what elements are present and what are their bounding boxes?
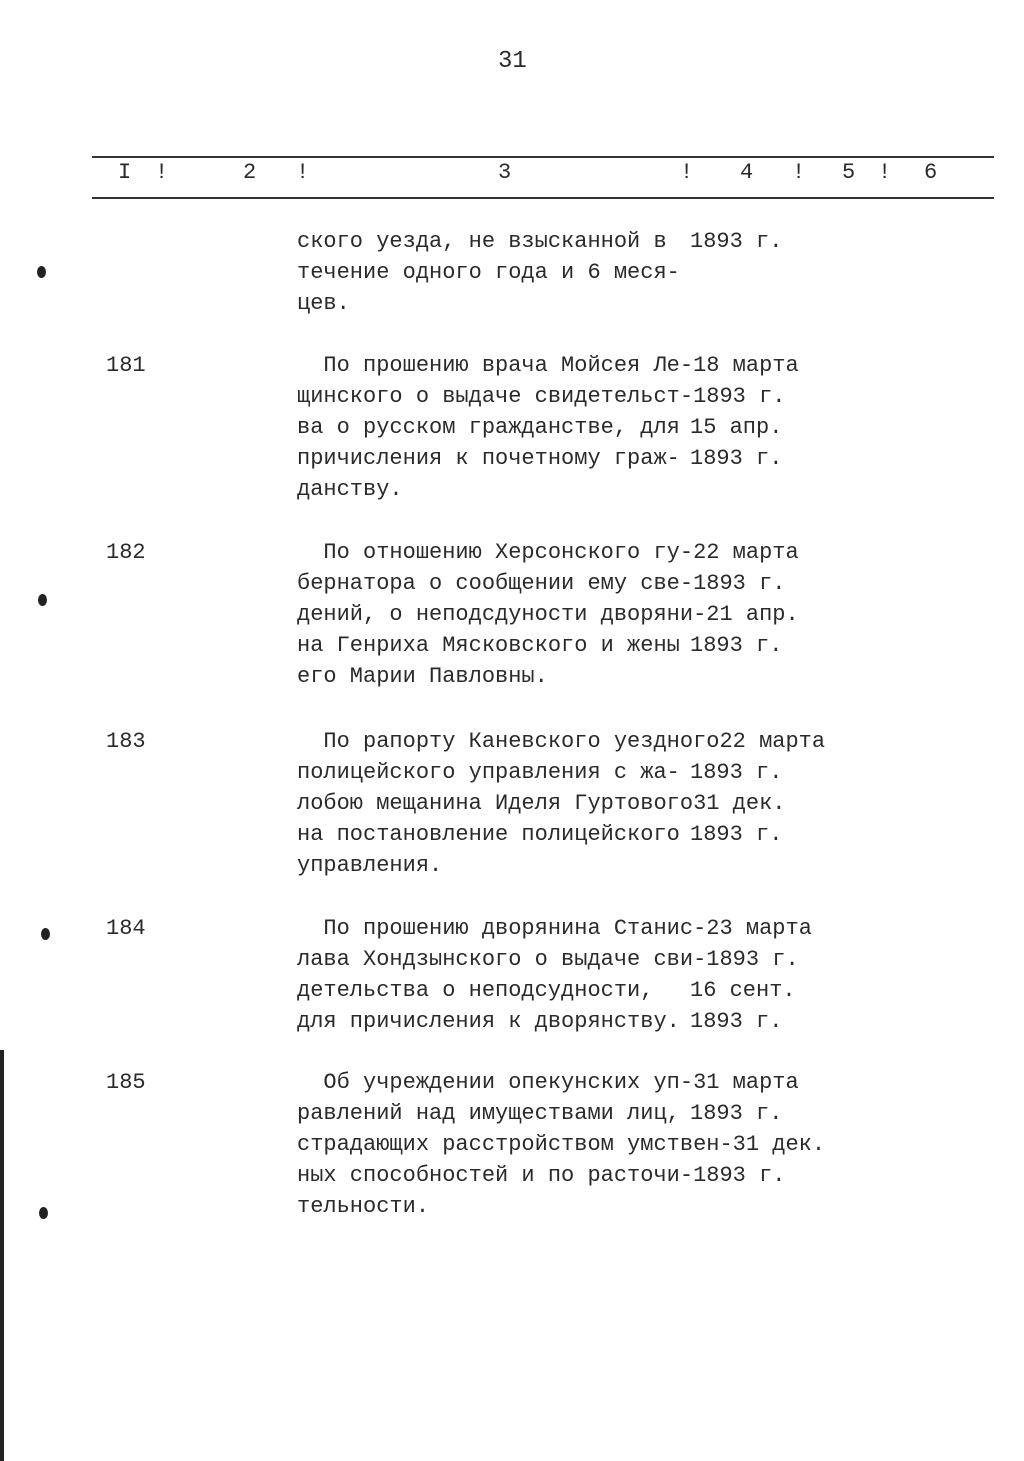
- binding-hole: [37, 266, 46, 278]
- entry-number: 184: [106, 916, 146, 941]
- entry-date-line: 1893 г.: [690, 229, 783, 254]
- entry-line: [297, 1098, 782, 1129]
- entry-line: [297, 443, 782, 474]
- entry-description-line: управления.: [297, 853, 443, 878]
- entry-description-line: По прошению врача Мойсея Ле-: [297, 353, 694, 378]
- entry-line: [297, 537, 799, 568]
- entry-line: [297, 568, 786, 599]
- col-6: 6: [924, 160, 938, 185]
- entry-date-line: 1893 г.: [690, 760, 783, 785]
- entry-description-line: ва о русском гражданстве, для: [297, 415, 680, 440]
- entry-description-line: ского уезда, не взысканной в: [297, 229, 667, 254]
- col-1: I: [118, 160, 132, 185]
- sep: !: [155, 160, 169, 185]
- header-bottom-rule: [92, 197, 994, 199]
- entry-number: 183: [106, 729, 146, 754]
- entry-line: [297, 726, 825, 757]
- entry-description-line: лава Хондзынского о выдаче сви-: [297, 947, 707, 972]
- entry-description-line: По прошению дворянина Станис-: [297, 916, 707, 941]
- entry-date-line: 1893 г.: [690, 1101, 783, 1126]
- binding-hole: [41, 928, 50, 940]
- sep: !: [792, 160, 806, 185]
- entry-line: [297, 757, 782, 788]
- entry-date-line: 22 марта: [693, 540, 799, 565]
- entry-description-line: его Марии Павловны.: [297, 664, 548, 689]
- entry-number: 185: [106, 1070, 146, 1095]
- col-4: 4: [740, 160, 754, 185]
- entry-line: [297, 788, 786, 819]
- entry-line: [297, 819, 782, 850]
- entry-line: [297, 381, 786, 412]
- entry-date-line: 22 марта: [719, 729, 826, 754]
- entry-description-line: цев.: [297, 291, 350, 316]
- entry-date-line: 1893 г.: [693, 1163, 786, 1188]
- entry-date-line: 1893 г.: [690, 633, 783, 658]
- entry-line: [297, 1129, 825, 1160]
- entry-description-line: на постановление полицейского: [297, 822, 680, 847]
- entry-date-line: 31 дек.: [693, 791, 786, 816]
- entry-line: [297, 630, 782, 661]
- entry-description-line: полицейского управления с жа-: [297, 760, 680, 785]
- entry-line: [297, 599, 799, 630]
- entry-line: [297, 1006, 782, 1037]
- entry-date-line: 1893 г.: [690, 822, 783, 847]
- entry-date-line: 18 марта: [693, 353, 799, 378]
- entry-line: [297, 944, 799, 975]
- entry-date-line: 15 апр.: [690, 415, 783, 440]
- entry-line: [297, 1067, 799, 1098]
- entry-line: [297, 350, 799, 381]
- entry-line: [297, 474, 690, 505]
- entry-number: 182: [106, 540, 146, 565]
- entry-line: [297, 1191, 690, 1222]
- entry-date-line: 1893 г.: [690, 446, 783, 471]
- entry-date-line: 1893 г.: [690, 1009, 783, 1034]
- header-top-rule: [92, 156, 994, 158]
- entry-date-line: 1893 г.: [693, 384, 786, 409]
- entry-date-line: 1893 г.: [693, 571, 786, 596]
- entry-description-line: равлений над имуществами лиц,: [297, 1101, 680, 1126]
- entry-description-line: лобою мещанина Иделя Гуртового: [297, 791, 694, 816]
- entry-line: [297, 1160, 786, 1191]
- entry-line: [297, 661, 690, 692]
- entry-description-line: тельности.: [297, 1194, 430, 1219]
- sep: !: [296, 160, 310, 185]
- entry-description-line: щинского о выдаче свидетельст-: [297, 384, 694, 409]
- entry-description-line: течение одного года и 6 меся-: [297, 260, 680, 285]
- scan-edge: [0, 1050, 4, 1461]
- sep: !: [680, 160, 694, 185]
- entry-date-line: 23 марта: [706, 916, 812, 941]
- entry-description-line: По рапорту Каневского уездного: [297, 729, 720, 754]
- entry-date-line: 31 дек.: [732, 1132, 826, 1157]
- entry-description-line: По отношению Херсонского гу-: [297, 540, 694, 565]
- entry-number: 181: [106, 353, 146, 378]
- entry-description-line: Об учреждении опекунских уп-: [297, 1070, 694, 1095]
- entry-description-line: страдающих расстройством умствен-: [297, 1132, 733, 1157]
- entry-date-line: 16 сент.: [690, 978, 796, 1003]
- entry-description-line: детельства о неподсудности,: [297, 978, 654, 1003]
- entry-description-line: ных способностей и по расточи-: [297, 1163, 694, 1188]
- page-number: 31: [498, 48, 527, 75]
- entry-description-line: данству.: [297, 477, 403, 502]
- entry-line: [297, 913, 812, 944]
- col-3: 3: [498, 160, 512, 185]
- entry-date-line: 21 апр.: [706, 602, 799, 627]
- entry-line: [297, 412, 782, 443]
- entry-description-line: дений, о неподсдуности дворяни-: [297, 602, 707, 627]
- entry-line: [297, 226, 782, 257]
- entry-date-line: 31 марта: [693, 1070, 799, 1095]
- entry-description-line: для причисления к дворянству.: [297, 1009, 680, 1034]
- entry-date-line: 1893 г.: [706, 947, 799, 972]
- entry-line: [297, 850, 690, 881]
- entry-line: [297, 288, 690, 319]
- col-5: 5: [842, 160, 856, 185]
- entry-line: [297, 975, 796, 1006]
- binding-hole: [38, 594, 47, 606]
- entry-description-line: бернатора о сообщении ему све-: [297, 571, 694, 596]
- sep: !: [878, 160, 892, 185]
- entry-description-line: причисления к почетному граж-: [297, 446, 680, 471]
- col-2: 2: [243, 160, 257, 185]
- entry-line: [297, 257, 690, 288]
- binding-hole: [39, 1207, 48, 1219]
- entry-description-line: на Генриха Мясковского и жены: [297, 633, 680, 658]
